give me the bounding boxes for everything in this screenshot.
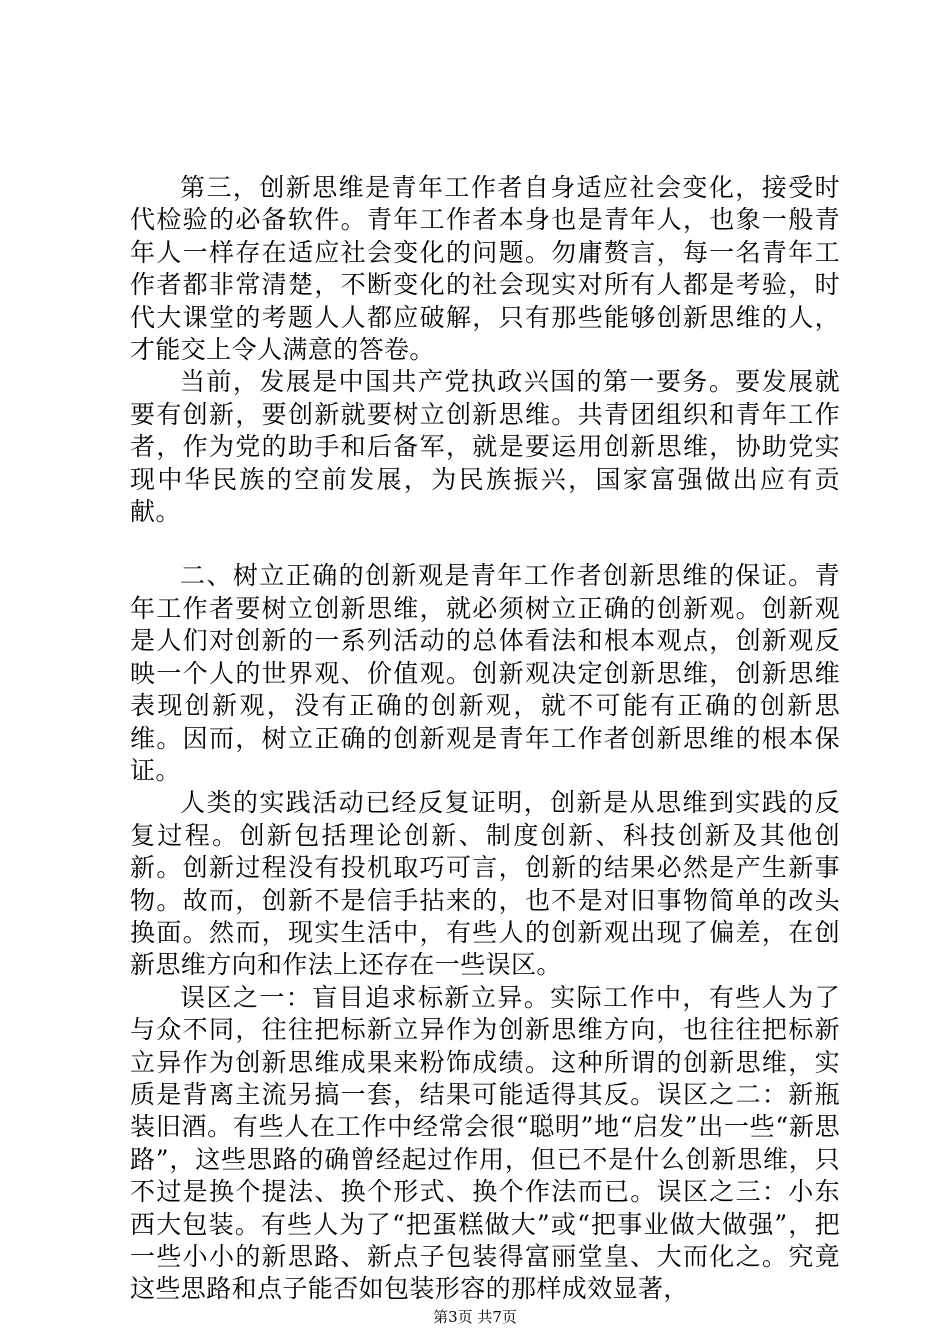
paragraph-practice: 人类的实践活动已经反复证明，创新是从思维到实践的反复过程。创新包括理论创新、制度创新、科技创新及其他创新。创新过程没有投机取巧可言，创新的结果必然是产生新事物。故而，创新不是信手拈来的，也不是对旧事物简单的改头换面。然而，现实生活中，有些人的创新观出现了偏差，在创新思维方向和作法上还存在一些误区。 — [130, 788, 840, 980]
paragraph-section-two: 二、树立正确的创新观是青年工作者创新思维的保证。青年工作者要树立创新思维，就必须树立正确的创新观。创新观是人们对创新的一系列活动的总体看法和根本观点，创新观反映一个人的世界观、价值观。创新观决定创新思维，创新思维表现创新观，没有正确的创新观，就不可能有正确的创新思维。因而，树立正确的创新观是青年工作者创新思维的根本保证。 — [130, 561, 840, 785]
paragraph-misconceptions: 误区之一：盲目追求标新立异。实际工作中，有些人为了与众不同，往往把标新立异作为创新思维方向，也往往把标新立异作为创新思维成果来粉饰成绩。这种所谓的创新思维，实质是背离主流另搞一套，结果可能适得其反。误区之二：新瓶装旧酒。有些人在工作中经常会很“聪明”地“启发”出一些“新思路”，这些思路的确曾经起过作用，但已不是什么创新思维，只不过是换个提法、换个形式、换个作法而已。误区之三：小东西大包装。有些人为了“把蛋糕做大”或“把事业做大做强”，把一些小小的新思路、新点子包装得富丽堂皇、大而化之。究竟这些思路和点子能否如包装形容的那样成效显著， — [130, 982, 840, 1304]
paragraph-third-point: 第三，创新思维是青年工作者自身适应社会变化，接受时代检验的必备软件。青年工作者本身也是青年人，也象一般青年人一样存在适应社会变化的问题。勿庸赘言，每一名青年工作者都非常清楚，不断变化的社会现实对所有人都是考验，时代大课堂的考题人人都应破解，只有那些能够创新思维的人，才能交上令人满意的答卷。 — [130, 173, 840, 365]
page-footer — [0, 1306, 950, 1327]
document-body — [130, 172, 840, 1306]
paragraph-development: 当前，发展是中国共产党执政兴国的第一要务。要发展就要有创新，要创新就要树立创新思维。共青团组织和青年工作者，作为党的助手和后备军，就是要运用创新思维，协助党实现中华民族的空前发展，为民族振兴，国家富强做出应有贡献。 — [130, 367, 840, 527]
page-number-label: 第3页 共7页 — [433, 1308, 517, 1326]
paragraph-spacer — [130, 528, 840, 560]
